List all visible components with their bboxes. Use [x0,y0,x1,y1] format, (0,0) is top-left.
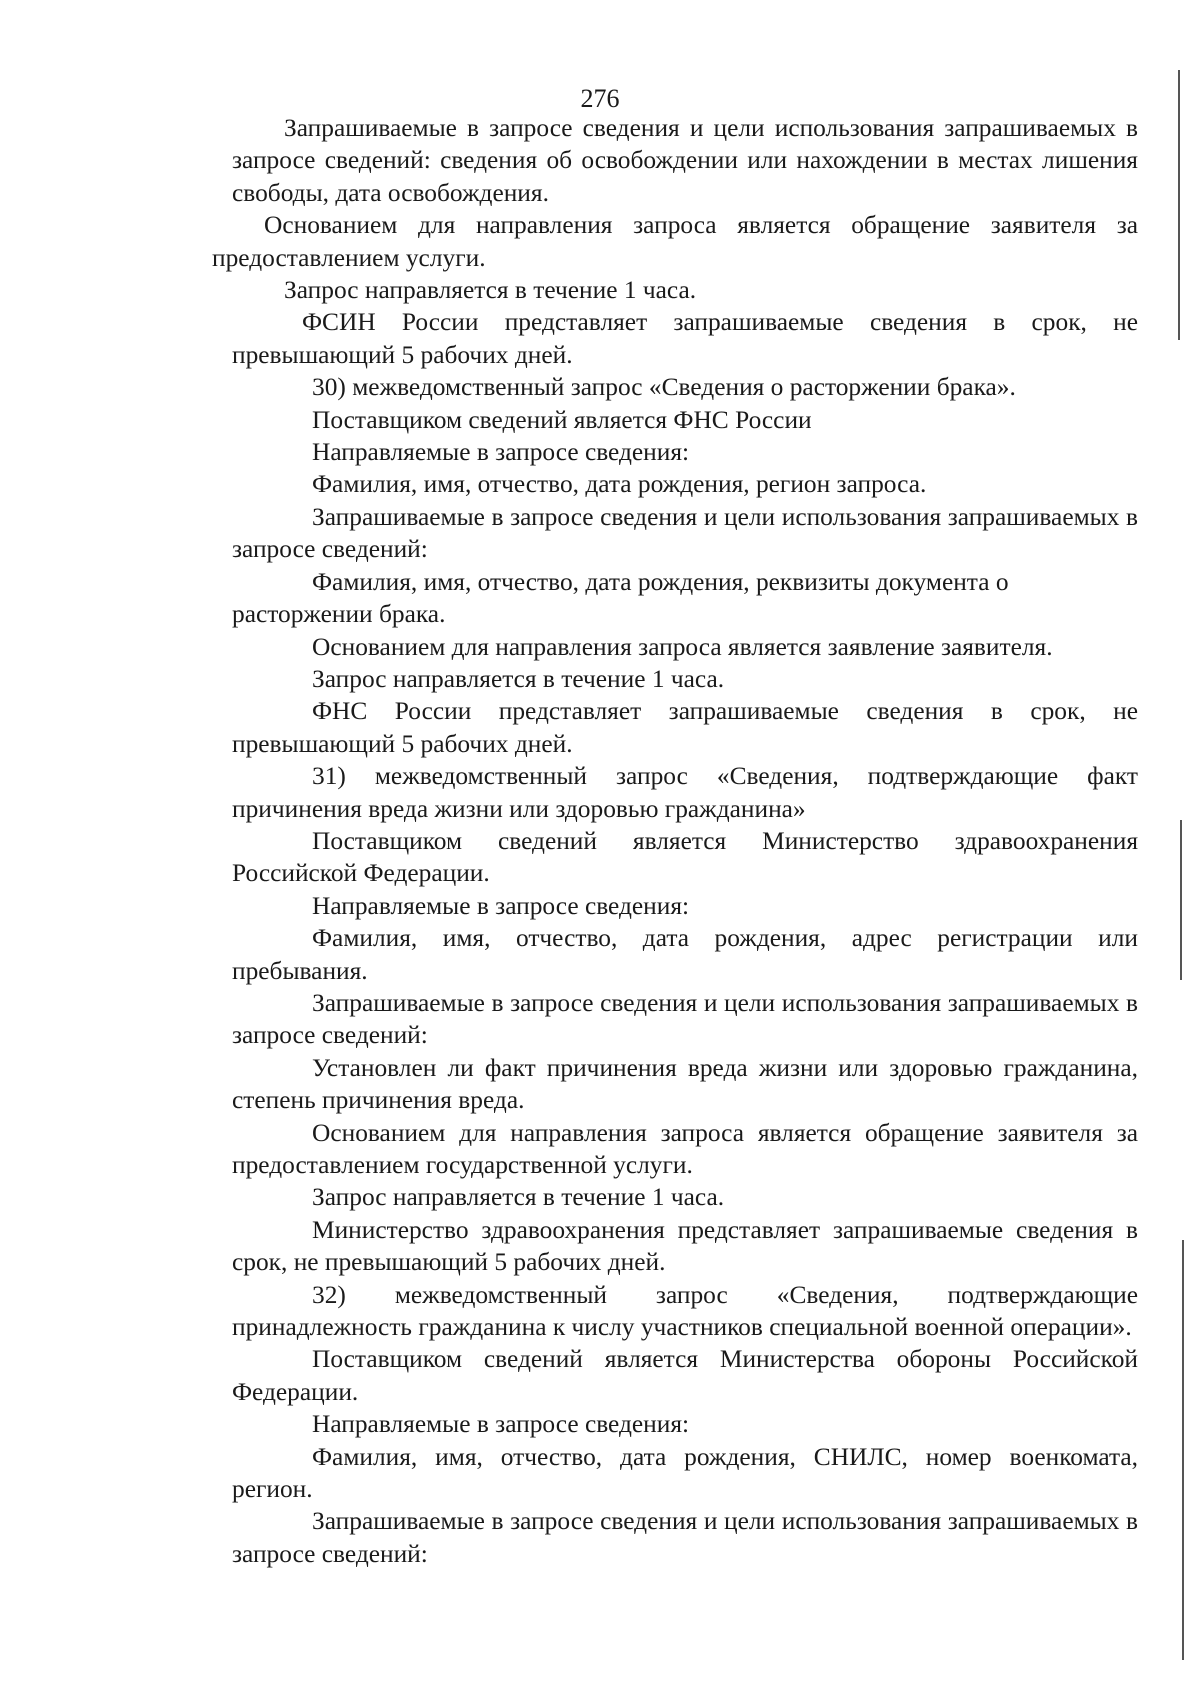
paragraph: Запрос направляется в течение 1 часа. [284,276,697,305]
paragraph: 32) межведомственный запрос «Сведения, подтверждающие принадлежность гражданина к числу участников специальной военной операции». [232,1280,1138,1342]
paragraph: Фамилия, имя, отчество, дата рождения, реквизиты документа о расторжении брака. [232,567,1009,629]
paragraph: 30) межведомственный запрос «Сведения о расторжении брака». [312,373,1016,402]
scan-edge-line [1180,820,1182,980]
paragraph: Установлен ли факт причинения вреда жизни или здоровью гражданина, степень причинения вреда. [232,1053,1138,1115]
paragraph: Основанием для направления запроса является заявление заявителя. [312,632,1053,661]
paragraph: Запрашиваемые в запросе сведения и цели использования запрашиваемых в запросе сведений: [232,502,1138,564]
paragraph: Запрашиваемые в запросе сведения и цели использования запрашиваемых в запросе сведений: сведения об освобождении или нахождении в местах лишения свободы, дата освобождения. [232,114,1138,207]
paragraph: Фамилия, имя, отчество, дата рождения, регион запроса. [312,470,927,499]
paragraph: Запрашиваемые в запросе сведения и цели использования запрашиваемых в запросе сведений: [232,988,1138,1050]
paragraph: Поставщиком сведений является Министерство здравоохранения Российской Федерации. [232,826,1138,888]
paragraph: Направляемые в запросе сведения: [312,438,690,467]
paragraph: Основанием для направления запроса является обращение заявителя за предоставлением услуги. [212,211,1138,272]
paragraph: Поставщиком сведений является Министерства обороны Российской Федерации. [232,1345,1138,1406]
paragraph: Фамилия, имя, отчество, дата рождения, адрес регистрации или пребывания. [232,924,1138,985]
paragraph: Запрос направляется в течение 1 часа. [312,664,725,693]
scan-edge-line [1182,1240,1184,1660]
paragraph: Запрос направляется в течение 1 часа. [312,1183,725,1212]
paragraph: Фамилия, имя, отчество, дата рождения, СНИЛС, номер военкомата, регион. [232,1442,1138,1504]
document-body [212,112,1138,1570]
paragraph: Направляемые в запросе сведения: [312,1410,690,1439]
paragraph: 31) межведомственный запрос «Сведения, подтверждающие факт причинения вреда жизни или здоровью гражданина» [232,762,1138,823]
page-number: 276 [580,84,620,113]
paragraph: ФНС России представляет запрашиваемые сведения в срок, не превышающий 5 рабочих дней. [232,697,1138,758]
paragraph: Поставщиком сведений является ФНС России [312,405,812,434]
paragraph: Запрашиваемые в запросе сведения и цели использования запрашиваемых в запросе сведений: [232,1507,1138,1568]
paragraph: Министерство здравоохранения представляет запрашиваемые сведения в срок, не превышающий 5 рабочих дней. [232,1215,1138,1277]
paragraph: Направляемые в запросе сведения: [312,891,690,920]
paragraph: Основанием для направления запроса является обращение заявителя за предоставлением государственной услуги. [232,1118,1138,1179]
paragraph: ФСИН России представляет запрашиваемые сведения в срок, не превышающий 5 рабочих дней. [232,308,1138,369]
